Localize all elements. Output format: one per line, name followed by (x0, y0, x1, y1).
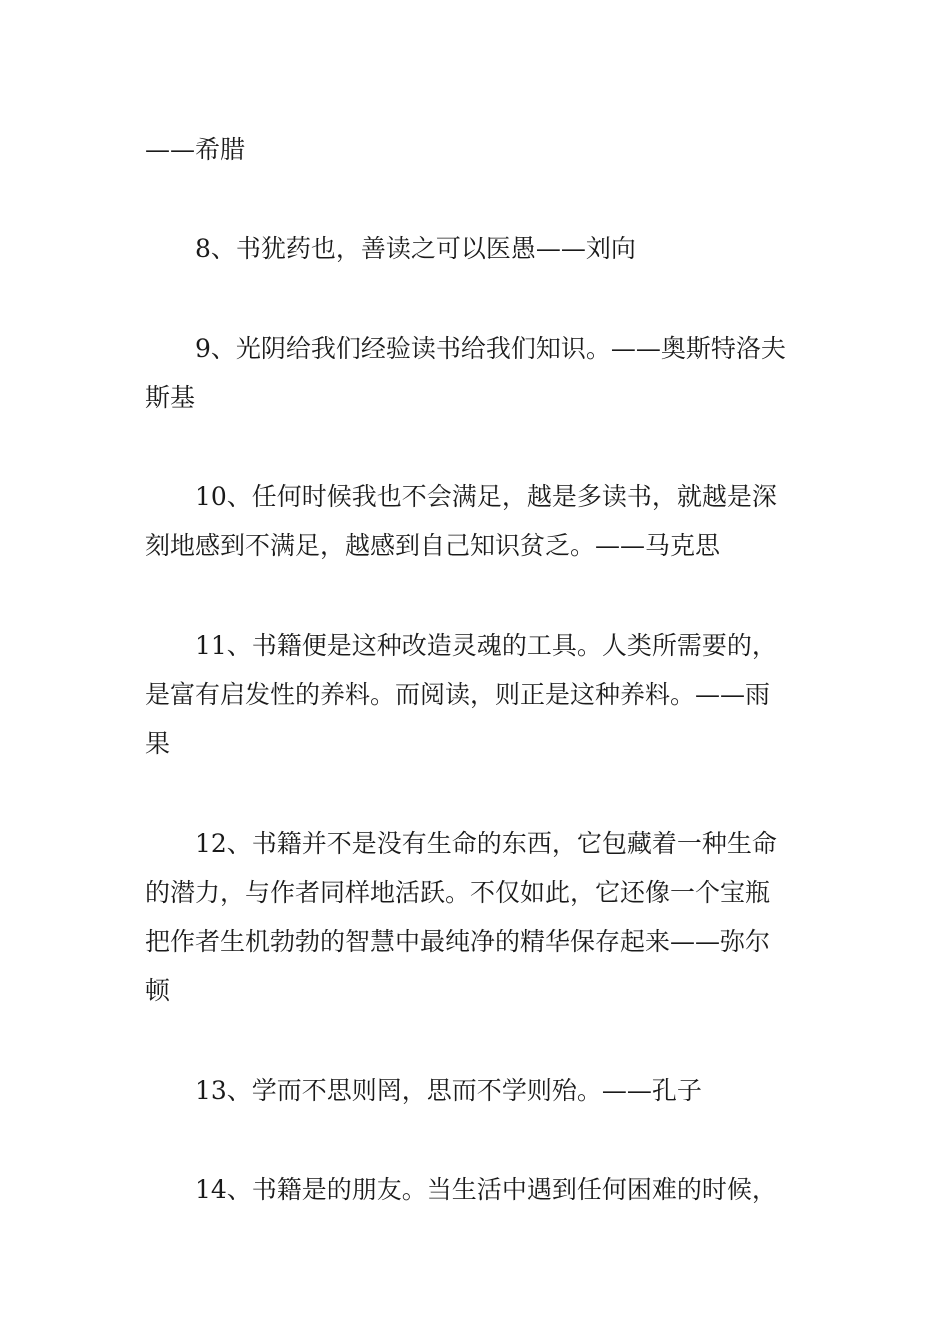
quote-9-line-1: 9、光阴给我们经验读书给我们知识。——奥斯特洛夫 (195, 334, 786, 363)
quote-12-line-2: 的潜力，与作者同样地活跃。不仅如此，它还像一个宝瓶 (145, 878, 771, 907)
quote-14-line-1: 14、书籍是的朋友。当生活中遇到任何困难的时候， (195, 1175, 777, 1204)
quote-10-line-1: 10、任何时候我也不会满足，越是多读书，就越是深 (195, 482, 777, 511)
quote-10-line-2: 刻地感到不满足，越感到自己知识贫乏。——马克思 (145, 531, 721, 560)
quote-11-line-2: 是富有启发性的养料。而阅读，则正是这种养料。——雨 (145, 680, 771, 709)
quote-12-line-3: 把作者生机勃勃的智慧中最纯净的精华保存起来——弥尔 (145, 927, 771, 956)
quote-8: 8、书犹药也，善读之可以医愚——刘向 (195, 234, 636, 263)
quote-12-line-4: 顿 (145, 976, 171, 1005)
quote-11-line-3: 果 (145, 729, 171, 758)
quote-11-line-1: 11、书籍便是这种改造灵魂的工具。人类所需要的， (195, 631, 777, 660)
quote-12-line-1: 12、书籍并不是没有生命的东西，它包藏着一种生命 (195, 829, 777, 858)
quote-13: 13、学而不思则罔，思而不学则殆。——孔子 (195, 1076, 702, 1105)
quote-9-line-2: 斯基 (145, 383, 196, 412)
quote-7-attribution: ——希腊 (145, 135, 246, 164)
